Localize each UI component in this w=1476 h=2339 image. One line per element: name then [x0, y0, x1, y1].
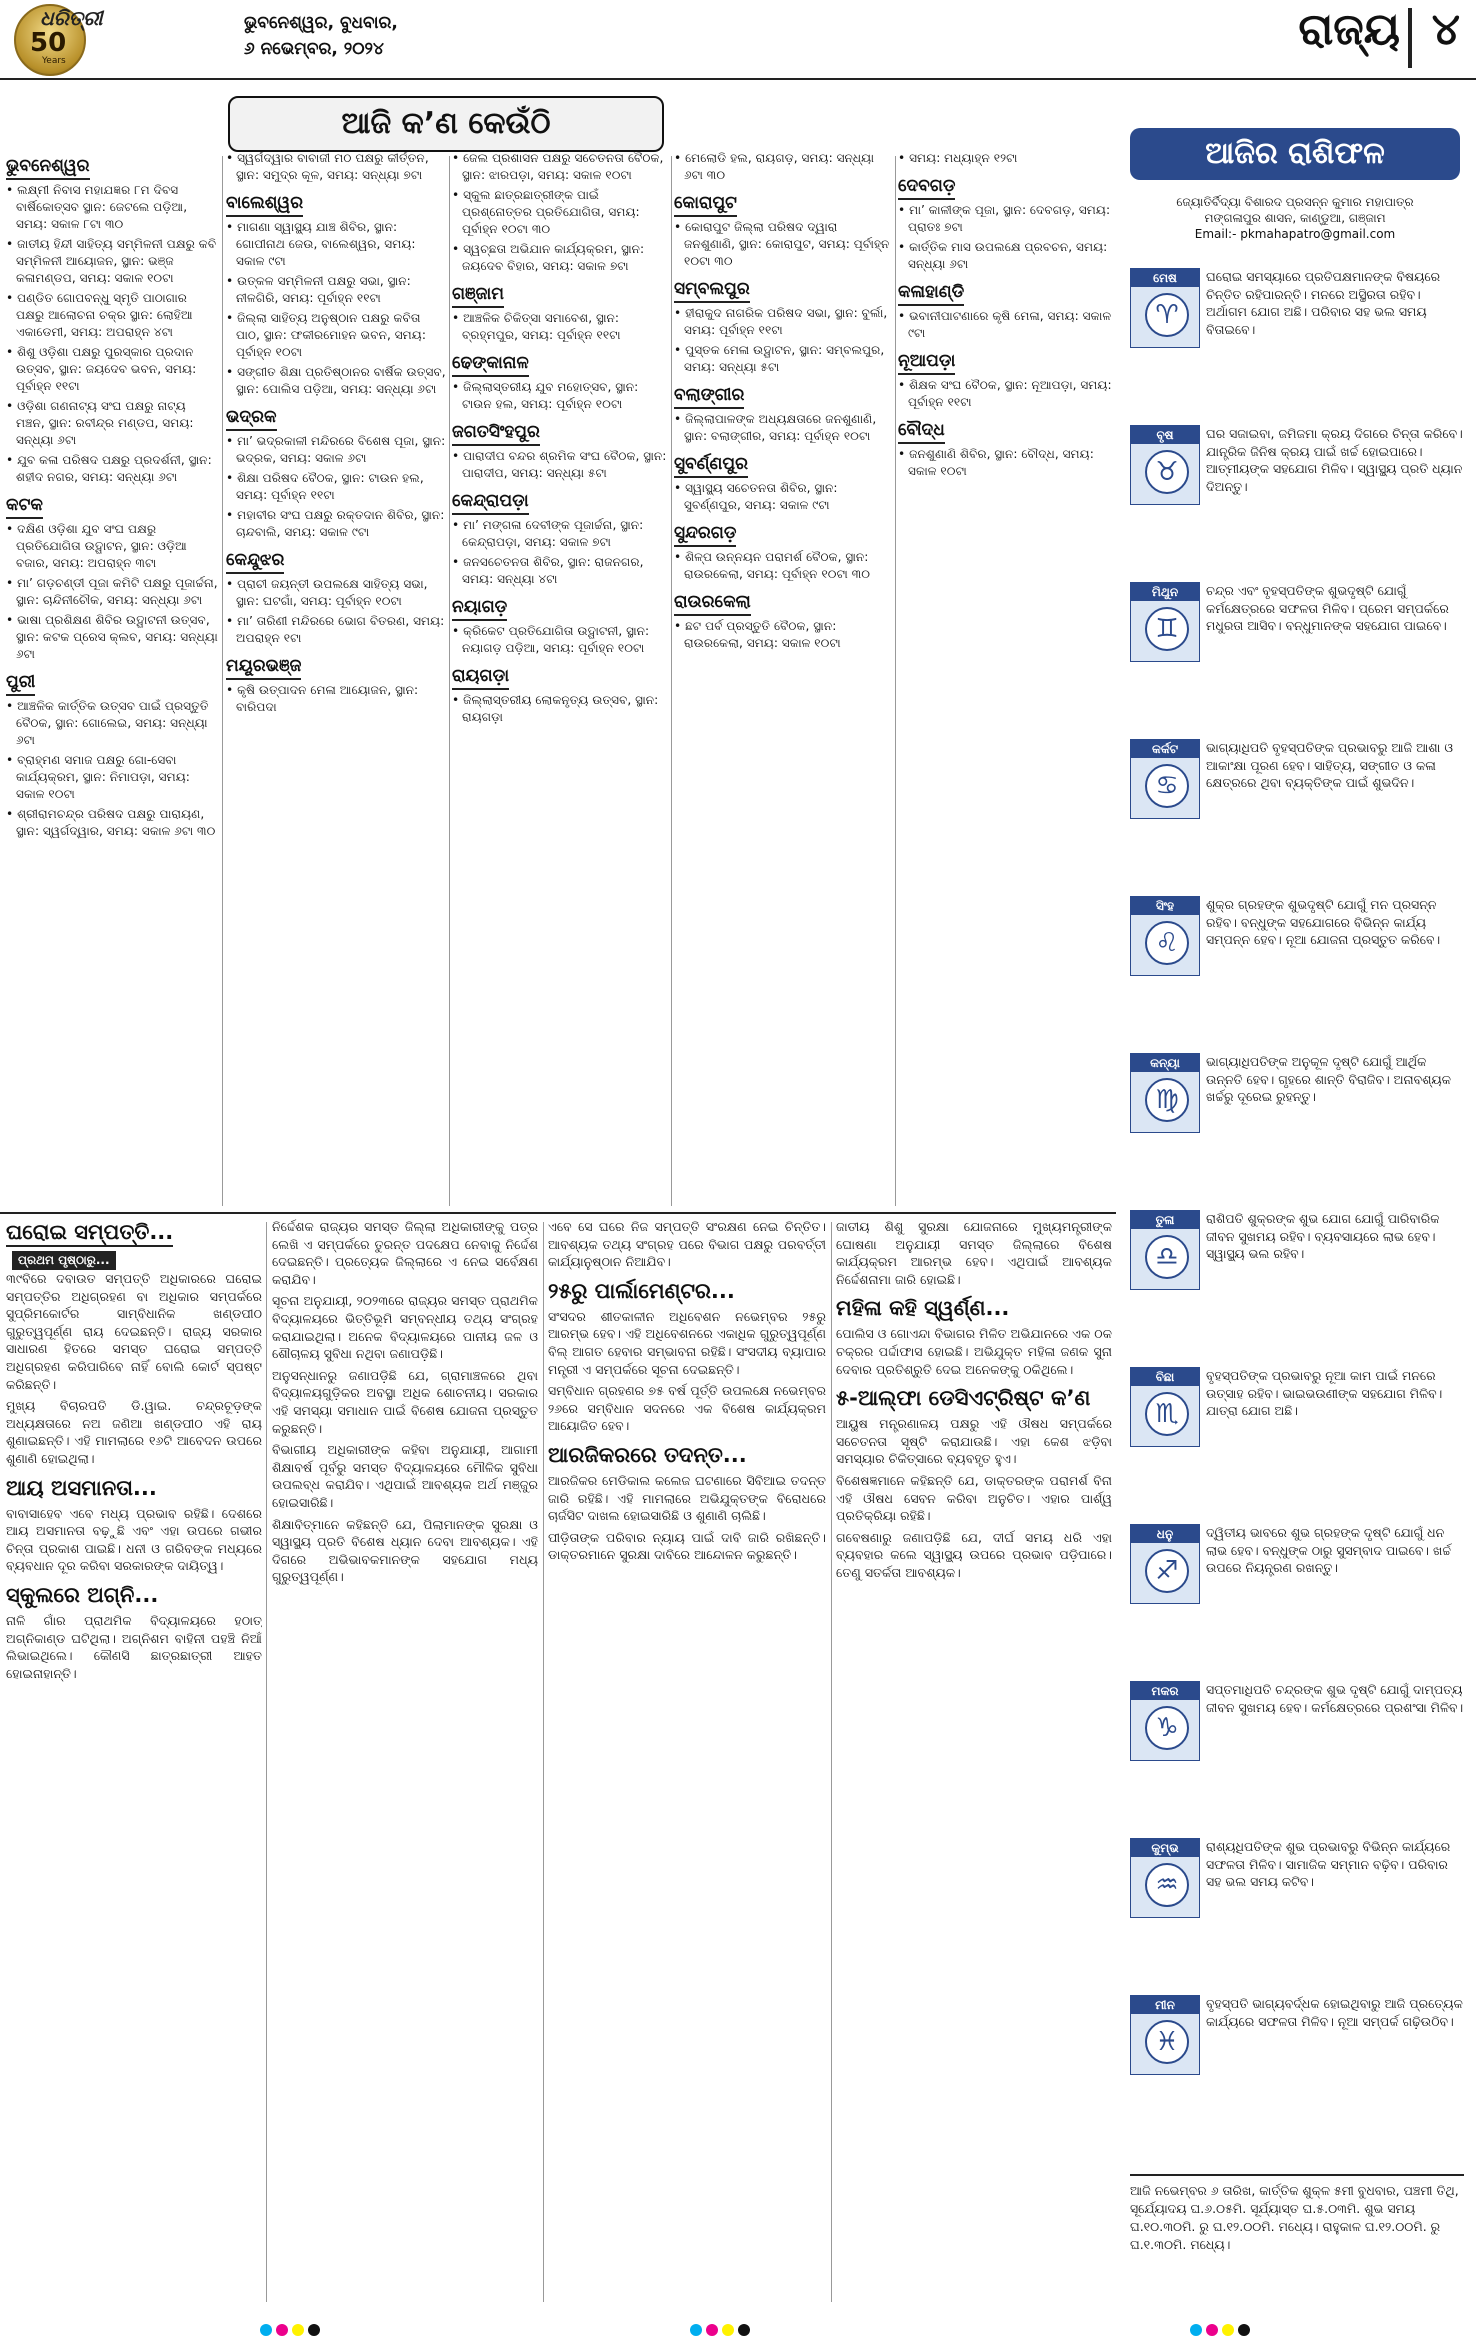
paragraph: ସଂସଦର ଶୀତକାଳୀନ ଅଧିବେଶନ ନଭେମ୍ବର ୨୫ରୁ ଆରମ୍ଭ ହେବ। ଏହି ଅଧିବେଶନରେ ଏକାଧିକ ଗୁରୁତ୍ୱପୂର୍ଣ୍ଣ ବିଲ୍ ଆଗତ ହେବାର ସମ୍ଭାବନା ରହିଛି। ସଂସଦୀୟ ବ୍ୟାପାର ମନ୍ତ୍ରୀ ଏ ସମ୍ପର୍କରେ ସୂଚନା ଦେଇଛନ୍ତି। [548, 1308, 826, 1377]
district-heading: କେନ୍ଦୁଝର [226, 550, 284, 574]
print-registration-marks [1190, 2321, 1282, 2333]
zodiac-badge [1130, 896, 1200, 976]
zodiac-symbol-icon: ♏ [1145, 1392, 1189, 1436]
page-number: ୪ [1431, 4, 1460, 55]
event-item: • ମାଗଣା ସ୍ୱାସ୍ଥ୍ୟ ଯାଞ୍ଚ ଶିବିର, ସ୍ଥାନ: ଗୋପୀନାଥ ଜେଉ, ବାଲେଶ୍ୱର, ସମୟ: ସକାଳ ୯ଟା [226, 219, 446, 270]
event-item: • ଆଞ୍ଚଳିକ ଚିକିତ୍ସା ସମାବେଶ, ସ୍ଥାନ: ବ୍ରହ୍ମପୁର, ସମୟ: ପୂର୍ବାହ୍ନ ୧୧ଟା [452, 310, 668, 344]
zodiac-forecast: ରାଶିପତି ଶୁକ୍ରଙ୍କ ଶୁଭ ଯୋଗ ଯୋଗୁଁ ପାରିବାରିକ ଜୀବନ ସୁଖମୟ ରହିବ। ବ୍ୟବସାୟରେ ଲାଭ ହେବ। ସ୍ୱାସ୍ଥ୍ୟ ଭଲ ରହିବ। [1206, 1211, 1440, 1261]
divider [1408, 8, 1412, 68]
zodiac-symbol-icon: ♌ [1145, 921, 1189, 965]
column-rule [543, 1222, 544, 2302]
zodiac-name: କୁମ୍ଭ [1131, 1839, 1199, 1857]
event-item: • ଜିଲ୍ଲା ସାହିତ୍ୟ ଅନୁଷ୍ଠାନ ପକ୍ଷରୁ କବିତା ପାଠ, ସ୍ଥାନ: ଫକୀରମୋହନ ଭବନ, ସମୟ: ପୂର୍ବାହ୍ନ ୧୦ଟା [226, 310, 446, 361]
masthead [0, 0, 1476, 80]
zodiac-symbol-icon: ♉ [1145, 450, 1189, 494]
event-item: • ସ୍ୱର୍ଗଦ୍ୱାର ବାବାଜୀ ମଠ ପକ୍ଷରୁ କୀର୍ତ୍ତନ, ସ୍ଥାନ: ସମୁଦ୍ର କୂଳ, ସମୟ: ସନ୍ଧ୍ୟା ୭ଟା [226, 150, 446, 184]
section-rule [0, 1212, 1116, 1214]
event-item: • ଜିଲ୍ଲାସ୍ତରୀୟ ଯୁବ ମହୋତ୍ସବ, ସ୍ଥାନ: ଟାଉନ ହଲ, ସମୟ: ପୂର୍ବାହ୍ନ ୧୦ଟା [452, 379, 668, 413]
story-body [548, 1218, 826, 1271]
dateline [244, 10, 484, 62]
zodiac-badge [1130, 1995, 1200, 2075]
zodiac-forecast: ଶୁକ୍ର ଗ୍ରହଙ୍କ ଶୁଭଦୃଷ୍ଟି ଯୋଗୁଁ ମନ ପ୍ରସନ୍ନ ରହିବ। ବନ୍ଧୁଙ୍କ ସହଯୋଗରେ ବିଭିନ୍ନ କାର୍ଯ୍ୟ ସମ୍ପନ୍ନ ହେବ। ନୂଆ ଯୋଜନା ପ୍ରସ୍ତୁତ କରିବେ। [1206, 897, 1441, 947]
event-item: • ଜିଲ୍ଲାପାଳଙ୍କ ଅଧ୍ୟକ୍ଷତାରେ ଜନଶୁଣାଣି, ସ୍ଥାନ: ବଲାଙ୍ଗୀର, ସମୟ: ପୂର୍ବାହ୍ନ ୧୦ଟା [674, 411, 892, 445]
event-item: • ଶିଳ୍ପ ଉନ୍ନୟନ ପରାମର୍ଶ ବୈଠକ, ସ୍ଥାନ: ରାଉରକେଲା, ସମୟ: ପୂର୍ବାହ୍ନ ୧୦ଟା ୩୦ [674, 549, 892, 583]
parliament-body [548, 1308, 826, 1435]
district-heading: ପୁରୀ [6, 672, 35, 696]
headline-parliament: ୨୫ରୁ ପାର୍ଲାମେଣ୍ଟର... [548, 1278, 735, 1303]
paragraph: ଅନୁସନ୍ଧାନରୁ ଜଣାପଡ଼ିଛି ଯେ, ଗ୍ରାମାଞ୍ଚଳରେ ଥିବା ବିଦ୍ୟାଳୟଗୁଡ଼ିକର ଅବସ୍ଥା ଅଧିକ ଶୋଚନୀୟ। ସରକାର ଏହି ସମସ୍ୟା ସମାଧାନ ପାଇଁ ବିଶେଷ ଯୋଜନା ପ୍ରସ୍ତୁତ କରୁଛନ୍ତି। [272, 1367, 538, 1436]
zodiac-symbol-icon: ♒ [1145, 1863, 1189, 1907]
event-item: • ଜାତୀୟ ହିନ୍ଦୀ ସାହିତ୍ୟ ସମ୍ମିଳନୀ ପକ୍ଷରୁ କବି ସମ୍ମିଳନୀ ଆୟୋଜନ, ସ୍ଥାନ: ଭଞ୍ଜ କଳାମଣ୍ଡପ, ସମୟ: ସକାଳ ୧୦ଟା [6, 236, 218, 287]
anniversary-logo [14, 4, 186, 72]
column-rule [671, 156, 672, 1206]
zodiac-badge [1130, 1681, 1200, 1761]
news-column-1 [6, 1218, 262, 2308]
event-item: • ସ୍ୱଚ୍ଛତା ଅଭିଯାନ କାର୍ଯ୍ୟକ୍ରମ, ସ୍ଥାନ: ଜୟଦେବ ବିହାର, ସମୟ: ସକାଳ ୭ଟା [452, 241, 668, 275]
event-item: • ଜିଲ୍ଲାସ୍ତରୀୟ ଲୋକନୃତ୍ୟ ଉତ୍ସବ, ସ୍ଥାନ: ରାୟଗଡ଼ା [452, 692, 668, 726]
district-heading: ସୁନ୍ଦରଗଡ଼ [674, 523, 736, 547]
event-item: • ସମୟ: ମଧ୍ୟାହ୍ନ ୧୨ଟା [898, 150, 1112, 167]
headline-woman-gold: ମହିଳା କହି ସ୍ୱର୍ଣ୍ଣ... [836, 1296, 1010, 1321]
event-item: • ଆଞ୍ଚଳିକ କାର୍ତ୍ତିକ ଉତ୍ସବ ପାଇଁ ପ୍ରସ୍ତୁତି ବୈଠକ, ସ୍ଥାନ: ଗୋଲେଇ, ସମୟ: ସନ୍ଧ୍ୟା ୬ଟା [6, 698, 218, 749]
editorial-title: ଘରୋଇ ସମ୍ପତ୍ତି... [6, 1220, 173, 1247]
event-item: • ମା’ ଭଦ୍ରକାଳୀ ମନ୍ଦିରରେ ବିଶେଷ ପୂଜା, ସ୍ଥାନ: ଭଦ୍ରକ, ସମୟ: ସକାଳ ୬ଟା [226, 433, 446, 467]
paragraph: ଆୟୁଷ ମନ୍ତ୍ରଣାଳୟ ପକ୍ଷରୁ ଏହି ଔଷଧ ସମ୍ପର୍କରେ ସଚେତନତା ସୃଷ୍ଟି କରାଯାଉଛି। ଏହା କେଶ ଝଡ଼ିବା ସମସ୍ୟାର ଚିକିତ୍ସାରେ ବ୍ୟବହୃତ ହୁଏ। [836, 1416, 1112, 1467]
dateline-city-day: ଭୁବନେଶ୍ୱର, ବୁଧବାର, [244, 13, 398, 33]
district-heading: ବଲାଙ୍ଗୀର [674, 385, 744, 409]
rg-kar-body [548, 1472, 826, 1564]
event-item: • କ୍ରିକେଟ ପ୍ରତିଯୋଗିତା ଉଦ୍ଘାଟନୀ, ସ୍ଥାନ: ନୟାଗଡ଼ ପଡ଼ିଆ, ସମୟ: ପୂର୍ବାହ୍ନ ୧୦ଟା [452, 623, 668, 657]
district-heading: ଢେଙ୍କାନାଳ [452, 353, 529, 377]
event-item: • ସ୍କୁଲ ଛାତ୍ରଛାତ୍ରୀଙ୍କ ପାଇଁ ପ୍ରଶ୍ନୋତ୍ତର ପ୍ରତିଯୋଗିତା, ସମୟ: ପୂର୍ବାହ୍ନ ୧୦ଟା ୩୦ [452, 187, 668, 238]
paragraph: ଶିକ୍ଷାବିତ୍‌ମାନେ କହିଛନ୍ତି ଯେ, ପିଲାମାନଙ୍କ ସୁରକ୍ଷା ଓ ସ୍ୱାସ୍ଥ୍ୟ ପ୍ରତି ବିଶେଷ ଧ୍ୟାନ ଦେବା ଆବଶ୍ୟକ। ଏହି ଦିଗରେ ଅଭିଭାବକମାନଙ୍କ ସହଯୋଗ ମଧ୍ୟ ଗୁରୁତ୍ୱପୂର୍ଣ୍ଣ। [272, 1516, 538, 1585]
5-alpha-body [836, 1415, 1112, 1581]
paragraph: ବିଭାଗୀୟ ଅଧିକାରୀଙ୍କ କହିବା ଅନୁଯାୟୀ, ଆଗାମୀ ଶିକ୍ଷାବର୍ଷ ପୂର୍ବରୁ ସମସ୍ତ ବିଦ୍ୟାଳୟରେ ମୌଳିକ ସୁବିଧା ଉପଲବ୍ଧ କରାଯିବ। ଏଥିପାଇଁ ଆବଶ୍ୟକ ଅର୍ଥ ମଞ୍ଜୁର ହୋଇସାରିଛି। [272, 1442, 538, 1510]
event-item: • କୋରାପୁଟ ଜିଲ୍ଲା ପରିଷଦ ଦ୍ୱାରା ଜନଶୁଣାଣି, ସ୍ଥାନ: କୋରାପୁଟ, ସମୟ: ପୂର୍ବାହ୍ନ ୧୦ଟା ୩୦ [674, 219, 892, 270]
event-item: • ଛଟ ପର୍ବ ପ୍ରସ୍ତୁତି ବୈଠକ, ସ୍ଥାନ: ରାଉରକେଲା, ସମୟ: ସକାଳ ୧୦ଟା [674, 618, 892, 652]
paragraph: ବାବାସାହେବ ଏବେ ମଧ୍ୟ ପ୍ରଭାବ ରହିଛି। ଦେଶରେ ଆୟ ଅସମାନତା ବଢ଼ୁଛି ଏବଂ ଏହା ଉପରେ ଗଭୀର ଚିନ୍ତା ପ୍ରକାଶ ପାଇଛି। ଧନୀ ଓ ଗରିବଙ୍କ ମଧ୍ୟରେ ବ୍ୟବଧାନ ଦୂର କରିବା ସରକାରଙ୍କ ଦାୟିତ୍ୱ। [6, 1505, 262, 1574]
column-rule [449, 156, 450, 1206]
zodiac-symbol-icon: ♐ [1145, 1549, 1189, 1593]
horoscope-banner: ଆଜିର ରାଶିଫଳ [1130, 128, 1460, 180]
print-registration-marks [260, 2321, 352, 2333]
paragraph: ପୀଡ଼ିତାଙ୍କ ପରିବାର ନ୍ୟାୟ ପାଇଁ ଦାବି ଜାରି ରଖିଛନ୍ତି। ଡାକ୍ତରମାନେ ସୁରକ୍ଷା ଦାବିରେ ଆନ୍ଦୋଳନ କରୁଛନ୍ତି। [548, 1529, 826, 1563]
zodiac-name: କନ୍ୟା [1131, 1054, 1199, 1072]
continued-story-body [272, 1218, 538, 1586]
zodiac-name: ମକର [1131, 1682, 1199, 1700]
district-heading: ଗଞ୍ଜାମ [452, 284, 504, 308]
event-item: • ସ୍ୱାସ୍ଥ୍ୟ ସଚେତନତା ଶିବିର, ସ୍ଥାନ: ସୁବର୍ଣ୍ଣପୁର, ସମୟ: ସକାଳ ୯ଟା [674, 480, 892, 514]
event-item: • ସଙ୍ଗୀତ ଶିକ୍ଷା ପ୍ରତିଷ୍ଠାନର ବାର୍ଷିକ ଉତ୍ସବ, ସ୍ଥାନ: ପୋଲିସ ପଡ଼ିଆ, ସମୟ: ସନ୍ଧ୍ୟା ୬ଟା [226, 364, 446, 398]
event-item: • ଭାଷା ପ୍ରଶିକ୍ଷଣ ଶିବିର ଉଦ୍ଘାଟନୀ ଉତ୍ସବ, ସ୍ଥାନ: କଟକ ପ୍ରେସ କ୍ଲବ, ସମୟ: ସନ୍ଧ୍ୟା ୬ଟା [6, 612, 218, 663]
event-item: • ହୀରାକୁଦ ନାଗରିକ ପରିଷଦ ସଭା, ସ୍ଥାନ: ବୁର୍ଲା, ସମୟ: ପୂର୍ବାହ୍ନ ୧୧ଟା [674, 305, 892, 339]
event-item: • ଲକ୍ଷ୍ମୀ ନିବାସ ମହାଯଜ୍ଞର ୮ମ ଦିବସ ବାର୍ଷିକୋତ୍ସବ ସ୍ଥାନ: ଜେଟଲେ ପଡ଼ିଆ, ସମୟ: ସକାଳ ୮ଟା ୩୦ [6, 182, 218, 233]
paragraph: ପୋଲିସ ଓ ଗୋଏନ୍ଦା ବିଭାଗର ମିଳିତ ଅଭିଯାନରେ ଏକ ଠକ ଚକ୍ରର ପର୍ଦ୍ଦାଫାସ ହୋଇଛି। ଅଭିଯୁକ୍ତ ମହିଳା ଜଣକ ସୁନା ଦେବାର ପ୍ରତିଶ୍ରୁତି ଦେଇ ଅନେକଙ୍କୁ ଠକିଥିଲେ। [836, 1326, 1112, 1377]
events-column-2 [226, 150, 446, 1210]
headline-school-fire: ସ୍କୁଲରେ ଅଗ୍ନି... [6, 1582, 159, 1607]
paragraph: ଜାତୀୟ ଶିଶୁ ସୁରକ୍ଷା ଯୋଜନାରେ ମୁଖ୍ୟମନ୍ତ୍ରୀଙ୍କ ଘୋଷଣା ଅନୁଯାୟୀ ସମସ୍ତ ଜିଲ୍ଲାରେ ବିଶେଷ କାର୍ଯ୍ୟକ୍ରମ ଆରମ୍ଭ ହେବ। ଏଥିପାଇଁ ଆବଶ୍ୟକ ନିର୍ଦ୍ଦେଶନାମା ଜାରି ହୋଇଛି। [836, 1219, 1112, 1287]
event-item: • ଭବାନୀପାଟଣାରେ କୃଷି ମେଳା, ସମୟ: ସକାଳ ୯ଟା [898, 308, 1112, 342]
paragraph: ନିର୍ଦ୍ଦେଶକ ରାଜ୍ୟର ସମସ୍ତ ଜିଲ୍ଲା ଅଧିକାରୀଙ୍କୁ ପତ୍ର ଲେଖି ଏ ସମ୍ପର୍କରେ ତୁରନ୍ତ ପଦକ୍ଷେପ ନେବାକୁ ନିର୍ଦ୍ଦେଶ ଦେଇଛନ୍ତି। ପ୍ରତ୍ୟେକ ଜିଲ୍ଲାରେ ଏ ନେଇ ସର୍ବେକ୍ଷଣ କରାଯିବ। [272, 1219, 538, 1287]
event-item: • ପ୍ରାଚୀ ଜୟନ୍ତୀ ଉପଲକ୍ଷେ ସାହିତ୍ୟ ସଭା, ସ୍ଥାନ: ଘଟଗାଁ, ସମୟ: ପୂର୍ବାହ୍ନ ୧୦ଟା [226, 576, 446, 610]
events-section [0, 150, 1116, 1215]
zodiac-forecast: ବୃହସ୍ପତିଙ୍କ ପ୍ରଭାବରୁ ନୂଆ କାମ ପାଇଁ ମନରେ ଉତ୍ସାହ ରହିବ। ଭାଇଭଉଣୀଙ୍କ ସହଯୋଗ ମିଳିବ। ଯାତ୍ରା ଯୋଗ ଅଛି। [1206, 1368, 1443, 1418]
district-heading: ନୟାଗଡ଼ [452, 597, 507, 621]
district-heading: ବୌଦ୍ଧ [898, 420, 945, 444]
district-heading: ଭଦ୍ରକ [226, 407, 277, 431]
district-heading: ବାଲେଶ୍ୱର [226, 193, 303, 217]
event-item: • ଶିକ୍ଷା ପରିଷଦ ବୈଠକ, ସ୍ଥାନ: ଟାଉନ ହଲ, ସମୟ: ପୂର୍ବାହ୍ନ ୧୧ଟା [226, 470, 446, 504]
news-column-3 [548, 1218, 826, 2308]
zodiac-badge [1130, 1053, 1200, 1133]
event-item: • ଶିକ୍ଷକ ସଂଘ ବୈଠକ, ସ୍ଥାନ: ନୂଆପଡ଼ା, ସମୟ: ପୂର୍ବାହ୍ନ ୧୧ଟା [898, 377, 1112, 411]
astrologer-email: Email:- pkmahapatro@gmail.com [1194, 227, 1396, 241]
income-inequality-body [6, 1505, 262, 1575]
district-heading: ରାୟଗଡ଼ା [452, 666, 509, 690]
district-heading: କେନ୍ଦ୍ରାପଡ଼ା [452, 491, 529, 515]
zodiac-forecast: ଘରୋଇ ସମସ୍ୟାରେ ପ୍ରତିପକ୍ଷମାନଙ୍କ ବିଷୟରେ ଚିନ୍ତିତ ରହିପାରନ୍ତି। ମନରେ ଅସ୍ଥିରତା ରହିବ। ଅର୍ଥାଗମ ଯୋଗ ଅଛି। ପରିବାର ସହ ଭଲ ସମୟ ବିତାଇବେ। [1206, 269, 1441, 337]
zodiac-symbol-icon: ♍ [1145, 1078, 1189, 1122]
event-item: • ଓଡ଼ିଶା ଗଣନାଟ୍ୟ ସଂଘ ପକ୍ଷରୁ ନାଟ୍ୟ ମଞ୍ଚନ, ସ୍ଥାନ: ରବୀନ୍ଦ୍ର ମଣ୍ଡପ, ସମୟ: ସନ୍ଧ୍ୟା ୬ଟା [6, 398, 218, 449]
zodiac-forecast: ରାଶ୍ୟଧିପତିଙ୍କ ଶୁଭ ପ୍ରଭାବରୁ ବିଭିନ୍ନ କାର୍ଯ୍ୟରେ ସଫଳତା ମିଳିବ। ସାମାଜିକ ସମ୍ମାନ ବଢ଼ିବ। ପରିବାର ସହ ଭଲ ସମୟ କଟିବ। [1206, 1839, 1451, 1889]
column-rule [222, 156, 223, 1206]
events-column-5 [898, 150, 1112, 1210]
district-heading: ରାଉରକେଲା [674, 592, 751, 616]
paragraph: ବିଶେଷଜ୍ଞମାନେ କହିଛନ୍ତି ଯେ, ଡାକ୍ତରଙ୍କ ପରାମର୍ଶ ବିନା ଏହି ଔଷଧ ସେବନ କରିବା ଅନୁଚିତ। ଏହାର ପାର୍ଶ୍ୱ ପ୍ରତିକ୍ରିୟା ରହିଛି। [836, 1472, 1112, 1524]
news-section [0, 1218, 1116, 2313]
event-item: • ପୁସ୍ତକ ମେଳା ଉଦ୍ଘାଟନ, ସ୍ଥାନ: ସମ୍ବଲପୁର, ସମୟ: ସନ୍ଧ୍ୟା ୫ଟା [674, 342, 892, 376]
event-item: • ଜନସଚେତନତା ଶିବିର, ସ୍ଥାନ: ରାଜନଗର, ସମୟ: ସନ୍ଧ୍ୟା ୪ଟା [452, 554, 668, 588]
event-item: • ମହାବୀର ସଂଘ ପକ୍ଷରୁ ରକ୍ତଦାନ ଶିବିର, ସ୍ଥାନ: ଚାନ୍ଦବାଲି, ସମୟ: ସକାଳ ୯ଟା [226, 507, 446, 541]
event-item: • ଯୁବ କଳା ପରିଷଦ ପକ୍ଷରୁ ପ୍ରଦର୍ଶନୀ, ସ୍ଥାନ: ଶହୀଦ ନଗର, ସମୟ: ସନ୍ଧ୍ୟା ୬ଟା [6, 452, 218, 486]
events-column-1 [6, 150, 218, 1210]
zodiac-forecast: ଘର ସଜାଇବା, ଜମିଜମା କ୍ରୟ ଦିଗରେ ଚିନ୍ତା କରିବେ। ଯାନ୍ତ୍ରିକ ଜିନିଷ କ୍ରୟ ପାଇଁ ଖର୍ଚ୍ଚ ହୋଇପାରେ। ଆତ୍ମୀୟଙ୍କ ସହଯୋଗ ମିଳିବ। ସ୍ୱାସ୍ଥ୍ୟ ପ୍ରତି ଧ୍ୟାନ ଦିଅନ୍ତୁ। [1206, 426, 1463, 494]
zodiac-name: ବୃଷ [1131, 426, 1199, 444]
district-heading: କଟକ [6, 495, 43, 519]
zodiac-name: ଧନୁ [1131, 1525, 1199, 1543]
column-rule [831, 1222, 832, 2302]
zodiac-symbol-icon: ♋ [1145, 764, 1189, 808]
zodiac-forecast: ଚନ୍ଦ୍ର ଏବଂ ବୃହସ୍ପତିଙ୍କ ଶୁଭଦୃଷ୍ଟି ଯୋଗୁଁ କର୍ମକ୍ଷେତ୍ରରେ ସଫଳତା ମିଳିବ। ପ୍ରେମ ସମ୍ପର୍କରେ ମଧୁରତା ଆସିବ। ବନ୍ଧୁମାନଙ୍କ ସହଯୋଗ ପାଇବେ। [1206, 583, 1449, 633]
event-item: • ମା’ ଗଡ଼ଚଣ୍ଡୀ ପୂଜା କମିଟି ପକ୍ଷରୁ ପୂଜାର୍ଚ୍ଚନା, ସ୍ଥାନ: ଚାନ୍ଦିନୀଚୌକ, ସମୟ: ସନ୍ଧ୍ୟା ୬ଟା [6, 575, 218, 609]
zodiac-symbol-icon: ♈ [1145, 293, 1189, 337]
district-heading: ସୁବର୍ଣ୍ଣପୁର [674, 454, 748, 478]
event-item: • ଶିଶୁ ଓଡ଼ିଶା ପକ୍ଷରୁ ପୁରସ୍କାର ପ୍ରଦାନ ଉତ୍ସବ, ସ୍ଥାନ: ଜୟଦେବ ଭବନ, ସମୟ: ପୂର୍ବାହ୍ନ ୧୧ଟା [6, 344, 218, 395]
zodiac-name: ମୀନ [1131, 1996, 1199, 2014]
dateline-date: ୬ ନଭେମ୍ବର, ୨୦୨୪ [244, 39, 384, 59]
paragraph: ସମ୍ବିଧାନ ଗ୍ରହଣର ୭୫ ବର୍ଷ ପୂର୍ତ୍ତି ଉପଲକ୍ଷେ ନଭେମ୍ବର ୨୬ରେ ସମ୍ବିଧାନ ସଦନରେ ଏକ ବିଶେଷ କାର୍ଯ୍ୟକ୍ରମ ଆୟୋଜିତ ହେବ। [548, 1383, 826, 1434]
district-heading: ଭୁବନେଶ୍ୱର [6, 156, 90, 180]
event-item: • ମା’ କାଳୀଙ୍କ ପୂଜା, ସ୍ଥାନ: ଦେବଗଡ଼, ସମୟ: ପ୍ରାତଃ ୭ଟା [898, 202, 1112, 236]
event-item: • ମା’ ତାରିଣୀ ମନ୍ଦିରରେ ଭୋଗ ବିତରଣ, ସମୟ: ଅପରାହ୍ନ ୧ଟା [226, 613, 446, 647]
district-heading: କଳାହାଣ୍ଡି [898, 282, 964, 306]
zodiac-symbol-icon: ♓ [1145, 2020, 1189, 2064]
zodiac-forecast: ଭାଗ୍ୟାଧିପତିଙ୍କ ଅନୁକୂଳ ଦୃଷ୍ଟି ଯୋଗୁଁ ଆର୍ଥିକ ଉନ୍ନତି ହେବ। ଗୃହରେ ଶାନ୍ତି ବିରାଜିବ। ଅନାବଶ୍ୟକ ଖର୍ଚ୍ଚରୁ ଦୂରେଇ ରୁହନ୍ତୁ। [1206, 1054, 1451, 1104]
paragraph: ଆରଜିକର ମେଡିକାଲ କଲେଜ ଘଟଣାରେ ସିବିଆଇ ତଦନ୍ତ ଜାରି ରହିଛି। ଏହି ମାମଲାରେ ଅଭିଯୁକ୍ତଙ୍କ ବିରୋଧରେ ଚାର୍ଜସିଟ ଦାଖଲ ହୋଇସାରିଛି ଓ ଶୁଣାଣି ଚାଲିଛି। [548, 1472, 826, 1524]
panchang-text: ଆଜି ନଭେମ୍ବର ୬ ତାରିଖ, କାର୍ତ୍ତିକ ଶୁକ୍ଳ ୫ମୀ ବୁଧବାର, ପଞ୍ଚମୀ ତିଥି, ସୂର୍ଯ୍ୟୋଦୟ ଘ.୬.୦୫ମି. ସୂର୍ଯ୍ୟାସ୍ତ ଘ.୫.୦୩ମି. ଶୁଭ ସମୟ ଘ.୧୦.୩୦ମି. ରୁ ଘ.୧୨.୦୦ମି. ମଧ୍ୟେ। ରାହୁକାଳ ଘ.୧୨.୦୦ମି. ରୁ ଘ.୧.୩୦ମି. ମଧ୍ୟେ। [1130, 2174, 1464, 2254]
zodiac-symbol-icon: ♑ [1145, 1706, 1189, 1750]
astrologer-name: ଜ୍ୟୋତିର୍ବିଦ୍ୟା ବିଶାରଦ ପ୍ରସନ୍ନ କୁମାର ମହାପାତ୍ର [1176, 195, 1414, 209]
district-heading: କୋରାପୁଟ [674, 193, 737, 217]
paragraph: ଗବେଷଣାରୁ ଜଣାପଡ଼ିଛି ଯେ, ଦୀର୍ଘ ସମୟ ଧରି ଏହା ବ୍ୟବହାର କଲେ ସ୍ୱାସ୍ଥ୍ୟ ଉପରେ ପ୍ରଭାବ ପଡ଼ିପାରେ। ତେଣୁ ସତର୍କତା ଆବଶ୍ୟକ। [836, 1529, 1112, 1580]
story-body [836, 1218, 1112, 1288]
zodiac-forecast: ସପ୍ତମାଧିପତି ଚନ୍ଦ୍ରଙ୍କ ଶୁଭ ଦୃଷ୍ଟି ଯୋଗୁଁ ଦାମ୍ପତ୍ୟ ଜୀବନ ସୁଖମୟ ହେବ। କର୍ମକ୍ଷେତ୍ରରେ ପ୍ରଶଂସା ମିଳିବ। [1206, 1682, 1464, 1715]
anniversary-years: Years [42, 56, 66, 66]
anniversary-number: 50 [30, 28, 67, 58]
event-item: • ଶ୍ରୀରାମଚନ୍ଦ୍ର ପରିଷଦ ପକ୍ଷରୁ ପାରାୟଣ, ସ୍ଥାନ: ସ୍ୱର୍ଗଦ୍ୱାର, ସମୟ: ସକାଳ ୬ଟା ୩୦ [6, 806, 218, 840]
headline-income-inequality: ଆୟ ଅସମାନତା... [6, 1475, 157, 1500]
zodiac-badge [1130, 582, 1200, 662]
paragraph: ଏବେ ସେ ଘରେ ନିଜ ସମ୍ପତ୍ତି ସଂରକ୍ଷଣ ନେଇ ଚିନ୍ତିତ। ଆବଶ୍ୟକ ତଥ୍ୟ ସଂଗ୍ରହ ପରେ ବିଭାଗ ପକ୍ଷରୁ ପରବର୍ତ୍ତୀ କାର୍ଯ୍ୟାନୁଷ୍ଠାନ ନିଆଯିବ। [548, 1219, 826, 1270]
zodiac-name: ସିଂହ [1131, 897, 1199, 915]
zodiac-name: ମିଥୁନ [1131, 583, 1199, 601]
zodiac-badge [1130, 1524, 1200, 1604]
section-title: ରାଜ୍ୟ [1298, 4, 1400, 55]
zodiac-symbol-icon: ♊ [1145, 607, 1189, 651]
zodiac-forecast: ଭାଗ୍ୟାଧିପତି ବୃହସ୍ପତିଙ୍କ ପ୍ରଭାବରୁ ଆଜି ଆଶା ଓ ଆକାଂକ୍ଷା ପୂରଣ ହେବ। ସାହିତ୍ୟ, ସଙ୍ଗୀତ ଓ କଳା କ୍ଷେତ୍ରରେ ଥିବା ବ୍ୟକ୍ତିଙ୍କ ପାଇଁ ଶୁଭଦିନ। [1206, 740, 1453, 790]
event-item: • ଜନଶୁଣାଣି ଶିବିର, ସ୍ଥାନ: ବୌଦ୍ଧ, ସମୟ: ସକାଳ ୧୦ଟା [898, 446, 1112, 480]
column-rule [266, 1222, 267, 2302]
event-item: • ମା’ ମଙ୍ଗଳା ଦେବୀଙ୍କ ପୂଜାର୍ଚ୍ଚନା, ସ୍ଥାନ: କେନ୍ଦ୍ରାପଡ଼ା, ସମୟ: ସକାଳ ୭ଟା [452, 517, 668, 551]
event-item: • ମେଲୋଡି ହଲ, ରାୟଗଡ଼, ସମୟ: ସନ୍ଧ୍ୟା ୬ଟା ୩୦ [674, 150, 892, 184]
brand-name: ଧରିତ୍ରୀ [40, 6, 103, 30]
events-column-3 [452, 150, 668, 1210]
events-column-4 [674, 150, 892, 1210]
astrologer-byline [1130, 194, 1460, 242]
zodiac-name: ମେଷ [1131, 269, 1199, 287]
event-item: • ଜେଲ ପ୍ରଶାସନ ପକ୍ଷରୁ ସଚେତନତା ବୈଠକ, ସ୍ଥାନ: ଝାରପଡ଼ା, ସମୟ: ସକାଳ ୧୦ଟା [452, 150, 668, 184]
news-column-2 [272, 1218, 538, 2308]
headline-5-alpha: ୫-ଆଲ୍‌ଫା ଡେସିଏଟ୍‌ରିଷ୍ଟ କ’ଣ [836, 1386, 1091, 1411]
woman-gold-body [836, 1325, 1112, 1378]
editorial-body [6, 1270, 262, 1468]
paragraph: ସୂଚନା ଅନୁଯାୟୀ, ୨୦୨୩ରେ ରାଜ୍ୟର ସମସ୍ତ ପ୍ରାଥମିକ ବିଦ୍ୟାଳୟରେ ଭିତ୍ତିଭୂମି ସମ୍ବନ୍ଧୀୟ ତଥ୍ୟ ସଂଗ୍ରହ କରାଯାଇଥିଲା। ଅନେକ ବିଦ୍ୟାଳୟରେ ପାନୀୟ ଜଳ ଓ ଶୌଚାଳୟ ସୁବିଧା ନଥିବା ଜଣାପଡ଼ିଛି। [272, 1293, 538, 1362]
district-heading: ମୟୂରଭଞ୍ଜ [226, 656, 301, 680]
zodiac-badge [1130, 268, 1200, 348]
district-heading: ସମ୍ବଲପୁର [674, 279, 750, 303]
zodiac-forecast: ଦ୍ୱିତୀୟ ଭାବରେ ଶୁଭ ଗ୍ରହଙ୍କ ଦୃଷ୍ଟି ଯୋଗୁଁ ଧନ ଲାଭ ହେବ। ବନ୍ଧୁଙ୍କ ଠାରୁ ସୁସମ୍ବାଦ ପାଇବେ। ଖର୍ଚ୍ଚ ଉପରେ ନିୟନ୍ତ୍ରଣ ରଖନ୍ତୁ। [1206, 1525, 1451, 1575]
zodiac-name: ତୁଳା [1131, 1211, 1199, 1229]
event-item: • ବ୍ରାହ୍ମଣ ସମାଜ ପକ୍ଷରୁ ଗୋ-ସେବା କାର୍ଯ୍ୟକ୍ରମ, ସ୍ଥାନ: ନିମାପଡ଼ା, ସମୟ: ସକାଳ ୧୦ଟା [6, 752, 218, 803]
headline-rg-kar: ଆରଜିକରରେ ତଦନ୍ତ... [548, 1442, 747, 1467]
column-rule [895, 156, 896, 1206]
paragraph: ମୁଖ୍ୟ ବିଚାରପତି ଡି.ୱାଇ. ଚନ୍ଦ୍ରଚୂଡ଼ଙ୍କ ଅଧ୍ୟକ୍ଷତାରେ ନଅ ଜଣିଆ ଖଣ୍ଡପୀଠ ଏହି ରାୟ ଶୁଣାଇଛନ୍ତି। ଏହି ମାମଲାରେ ୧୬ଟି ଆବେଦନ ଉପରେ ଶୁଣାଣି ହୋଇଥିଲା। [6, 1398, 262, 1466]
district-heading: ଜଗତସିଂହପୁର [452, 422, 540, 446]
paragraph: ନାଳି ଗାଁର ପ୍ରାଥମିକ ବିଦ୍ୟାଳୟରେ ହଠାତ୍ ଅଗ୍ନିକାଣ୍ଡ ଘଟିଥିଲା। ଅଗ୍ନିଶମ ବାହିନୀ ପହଞ୍ଚି ନିଆଁ ଲିଭାଇଥିଲେ। କୌଣସି ଛାତ୍ରଛାତ୍ରୀ ଆହତ ହୋଇନାହାନ୍ତି। [6, 1612, 262, 1681]
paragraph: ୩୯ବିରେ ଦବାଉତ ସମ୍ପତ୍ତି ଅଧିକାରରେ ଘରୋଇ ସମ୍ପତ୍ତିର ଅଧିଗ୍ରହଣ ବା ଅଧିକାର ସମ୍ପର୍କରେ ସୁପ୍ରିମକୋର୍ଟର ସାମ୍ବିଧାନିକ ଖଣ୍ଡପୀଠ ଗୁରୁତ୍ୱପୂର୍ଣ୍ଣ ରାୟ ଦେଇଛନ୍ତି। ରାଜ୍ୟ ସରକାର ସାଧାରଣ ହିତରେ ସମସ୍ତ ଘରୋଇ ସମ୍ପତ୍ତି ଅଧିଗ୍ରହଣ କରିପାରିବେ ନାହିଁ ବୋଲି କୋର୍ଟ ସ୍ପଷ୍ଟ କରିଛନ୍ତି। [6, 1271, 262, 1392]
zodiac-name: କର୍କଟ [1131, 740, 1199, 758]
event-item: • ଦକ୍ଷିଣ ଓଡ଼ିଶା ଯୁବ ସଂଘ ପକ୍ଷରୁ ପ୍ରତିଯୋଗିତା ଉଦ୍ଘାଟନ, ସ୍ଥାନ: ଓଡ଼ିଆ ବଜାର, ସମୟ: ଅପରାହ୍ନ ୩ଟା [6, 521, 218, 572]
zodiac-badge [1130, 1367, 1200, 1447]
zodiac-name: ବିଛା [1131, 1368, 1199, 1386]
horoscope-panel [1122, 116, 1468, 2326]
zodiac-badge [1130, 425, 1200, 505]
zodiac-badge [1130, 1210, 1200, 1290]
astrologer-address: ମଙ୍ଗଳାପୁର ଶାସନ, କାଣ୍ଡୁଆ, ଗଞ୍ଜାମ [1204, 211, 1386, 225]
event-item: • ପାରାଦୀପ ବନ୍ଦର ଶ୍ରମିକ ସଂଘ ବୈଠକ, ସ୍ଥାନ: ପାରାଦୀପ, ସମୟ: ସନ୍ଧ୍ୟା ୫ଟା [452, 448, 668, 482]
print-registration-marks [690, 2321, 782, 2333]
zodiac-badge [1130, 1838, 1200, 1918]
event-item: • ଉତ୍କଳ ସମ୍ମିଳନୀ ପକ୍ଷରୁ ସଭା, ସ୍ଥାନ: ନୀଳଗିରି, ସମୟ: ପୂର୍ବାହ୍ନ ୧୧ଟା [226, 273, 446, 307]
news-column-4 [836, 1218, 1112, 2308]
school-fire-body [6, 1612, 262, 1682]
event-item: • ପଣ୍ଡିତ ଗୋପବନ୍ଧୁ ସ୍ମୃତି ପାଠାଗାର ପକ୍ଷରୁ ଆଲୋଚନା ଚକ୍ର ସ୍ଥାନ: ଲୋହିଆ ଏକାଡେମୀ, ସମୟ: ଅପରାହ୍ନ ୪ଟା [6, 290, 218, 341]
zodiac-forecast: ବୃହସ୍ପତି ଭାଗ୍ୟବର୍ଦ୍ଧକ ହୋଇଥିବାରୁ ଆଜି ପ୍ରତ୍ୟେକ କାର୍ଯ୍ୟରେ ସଫଳତା ମିଳିବ। ନୂଆ ସମ୍ପର୍କ ଗଢ଼ିଉଠିବ। [1206, 1996, 1463, 2029]
district-heading: ଦେବଗଡ଼ [898, 176, 955, 200]
district-heading: ନୂଆପଡ଼ା [898, 351, 955, 375]
zodiac-badge [1130, 739, 1200, 819]
event-item: • କାର୍ତ୍ତିକ ମାସ ଉପଲକ୍ଷେ ପ୍ରବଚନ, ସମୟ: ସନ୍ଧ୍ୟା ୬ଟା [898, 239, 1112, 273]
events-banner: ଆଜି କ’ଣ କେଉଁଠି [228, 96, 664, 152]
front-page-tag: ପ୍ରଥମ ପୃଷ୍ଠାରୁ... [12, 1251, 116, 1270]
event-item: • କୃଷି ଉତ୍ପାଦନ ମେଳା ଆୟୋଜନ, ସ୍ଥାନ: ବାରିପଦା [226, 682, 446, 716]
zodiac-symbol-icon: ♎ [1145, 1235, 1189, 1279]
